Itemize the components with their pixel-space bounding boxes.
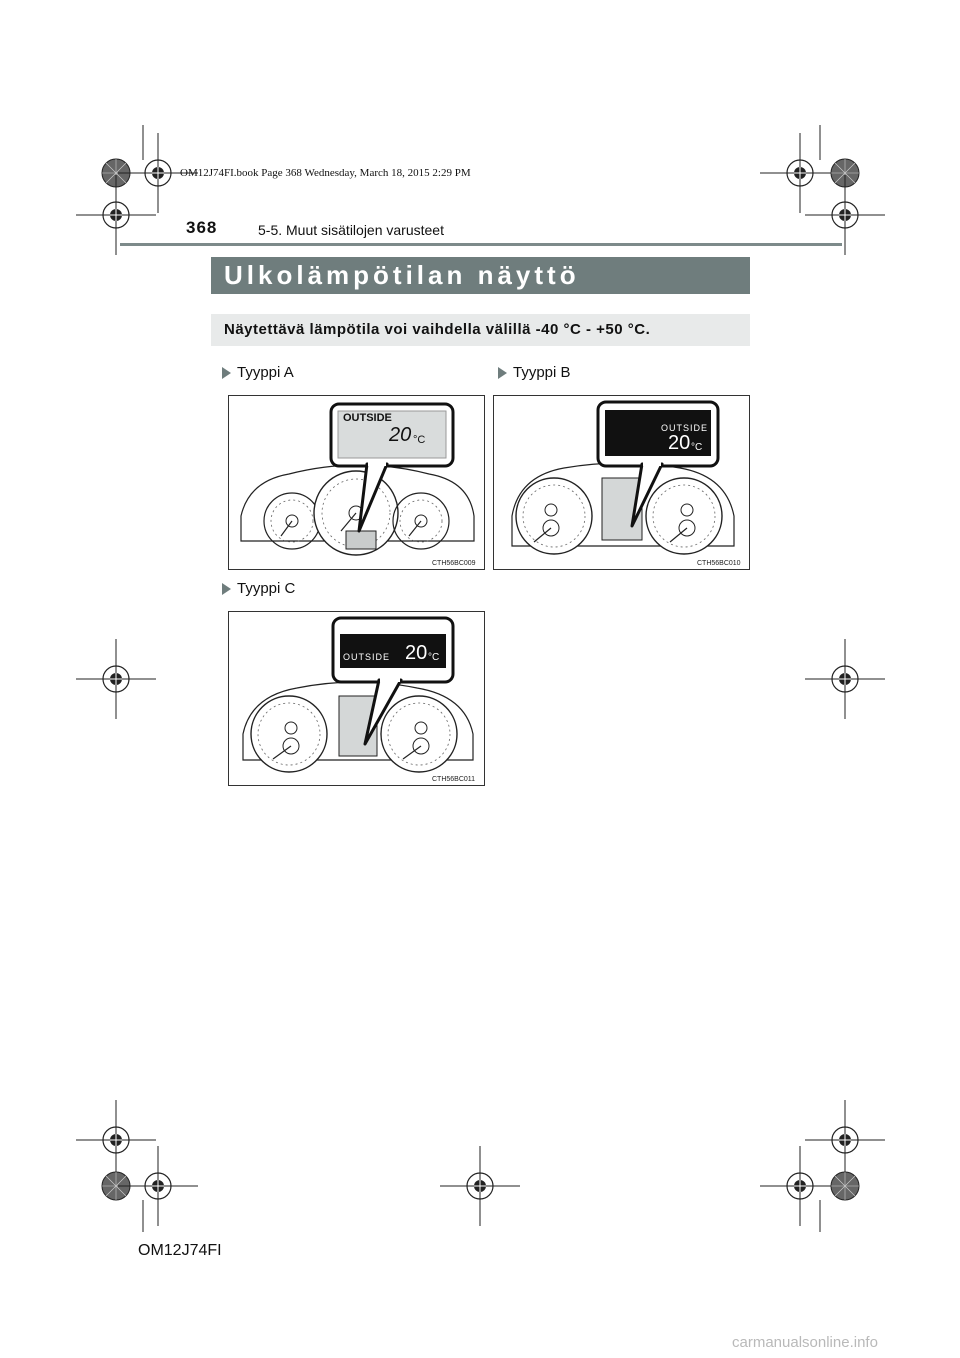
registration-mark-icon <box>760 1146 840 1226</box>
figure-code: CTH56BC011 <box>432 776 476 783</box>
display-unit: °C <box>413 434 426 446</box>
type-a-label <box>222 364 294 381</box>
page-title: Ulkolämpötilan näyttö <box>211 257 750 294</box>
registration-mark-icon <box>760 133 840 213</box>
figure-code: CTH56BC009 <box>432 560 476 567</box>
type-b-text: Tyyppi B <box>513 364 571 381</box>
display-value: 20 <box>668 432 691 454</box>
display-unit: °C <box>691 442 703 453</box>
registration-mark-icon <box>440 1146 520 1226</box>
type-c-label <box>222 580 295 597</box>
display-unit: °C <box>428 652 440 663</box>
doc-code: OM12J74FI <box>138 1242 222 1259</box>
display-value: 20 <box>405 642 428 664</box>
display-word: OUTSIDE <box>343 652 391 662</box>
page-number: 368 <box>186 218 218 237</box>
triangle-bullet-icon <box>498 367 507 379</box>
type-a-text: Tyyppi A <box>237 364 294 381</box>
note-box: Näytettävä lämpötila voi vaihdella välillä -40 °C - +50 °C. <box>211 314 750 346</box>
registration-mark-icon <box>805 639 885 719</box>
cluster-c-drawing <box>229 612 486 787</box>
figure-code: CTH56BC010 <box>697 560 741 567</box>
registration-mark-icon <box>76 1100 156 1180</box>
registration-mark-icon <box>118 1146 198 1226</box>
print-info: OM12J74FI.book Page 368 Wednesday, March 18, 2015 2:29 PM <box>180 167 471 179</box>
figure-type-c <box>228 611 485 786</box>
color-target-icon <box>831 1172 859 1200</box>
type-b-label <box>498 364 571 381</box>
figure-type-a <box>228 395 485 570</box>
watermark: carmanualsonline.info <box>732 1334 878 1351</box>
cluster-b-drawing <box>494 396 751 571</box>
type-c-text: Tyyppi C <box>237 580 296 597</box>
header-rule <box>120 243 842 246</box>
display-value: 20 <box>389 424 412 446</box>
display-word: OUTSIDE <box>343 412 392 424</box>
triangle-bullet-icon <box>222 367 231 379</box>
display-word: OUTSIDE <box>661 423 709 433</box>
registration-mark-icon <box>805 1100 885 1180</box>
figure-type-b <box>493 395 750 570</box>
section-title: 5-5. Muut sisätilojen varusteet <box>258 222 444 238</box>
registration-mark-icon <box>76 639 156 719</box>
triangle-bullet-icon <box>222 583 231 595</box>
